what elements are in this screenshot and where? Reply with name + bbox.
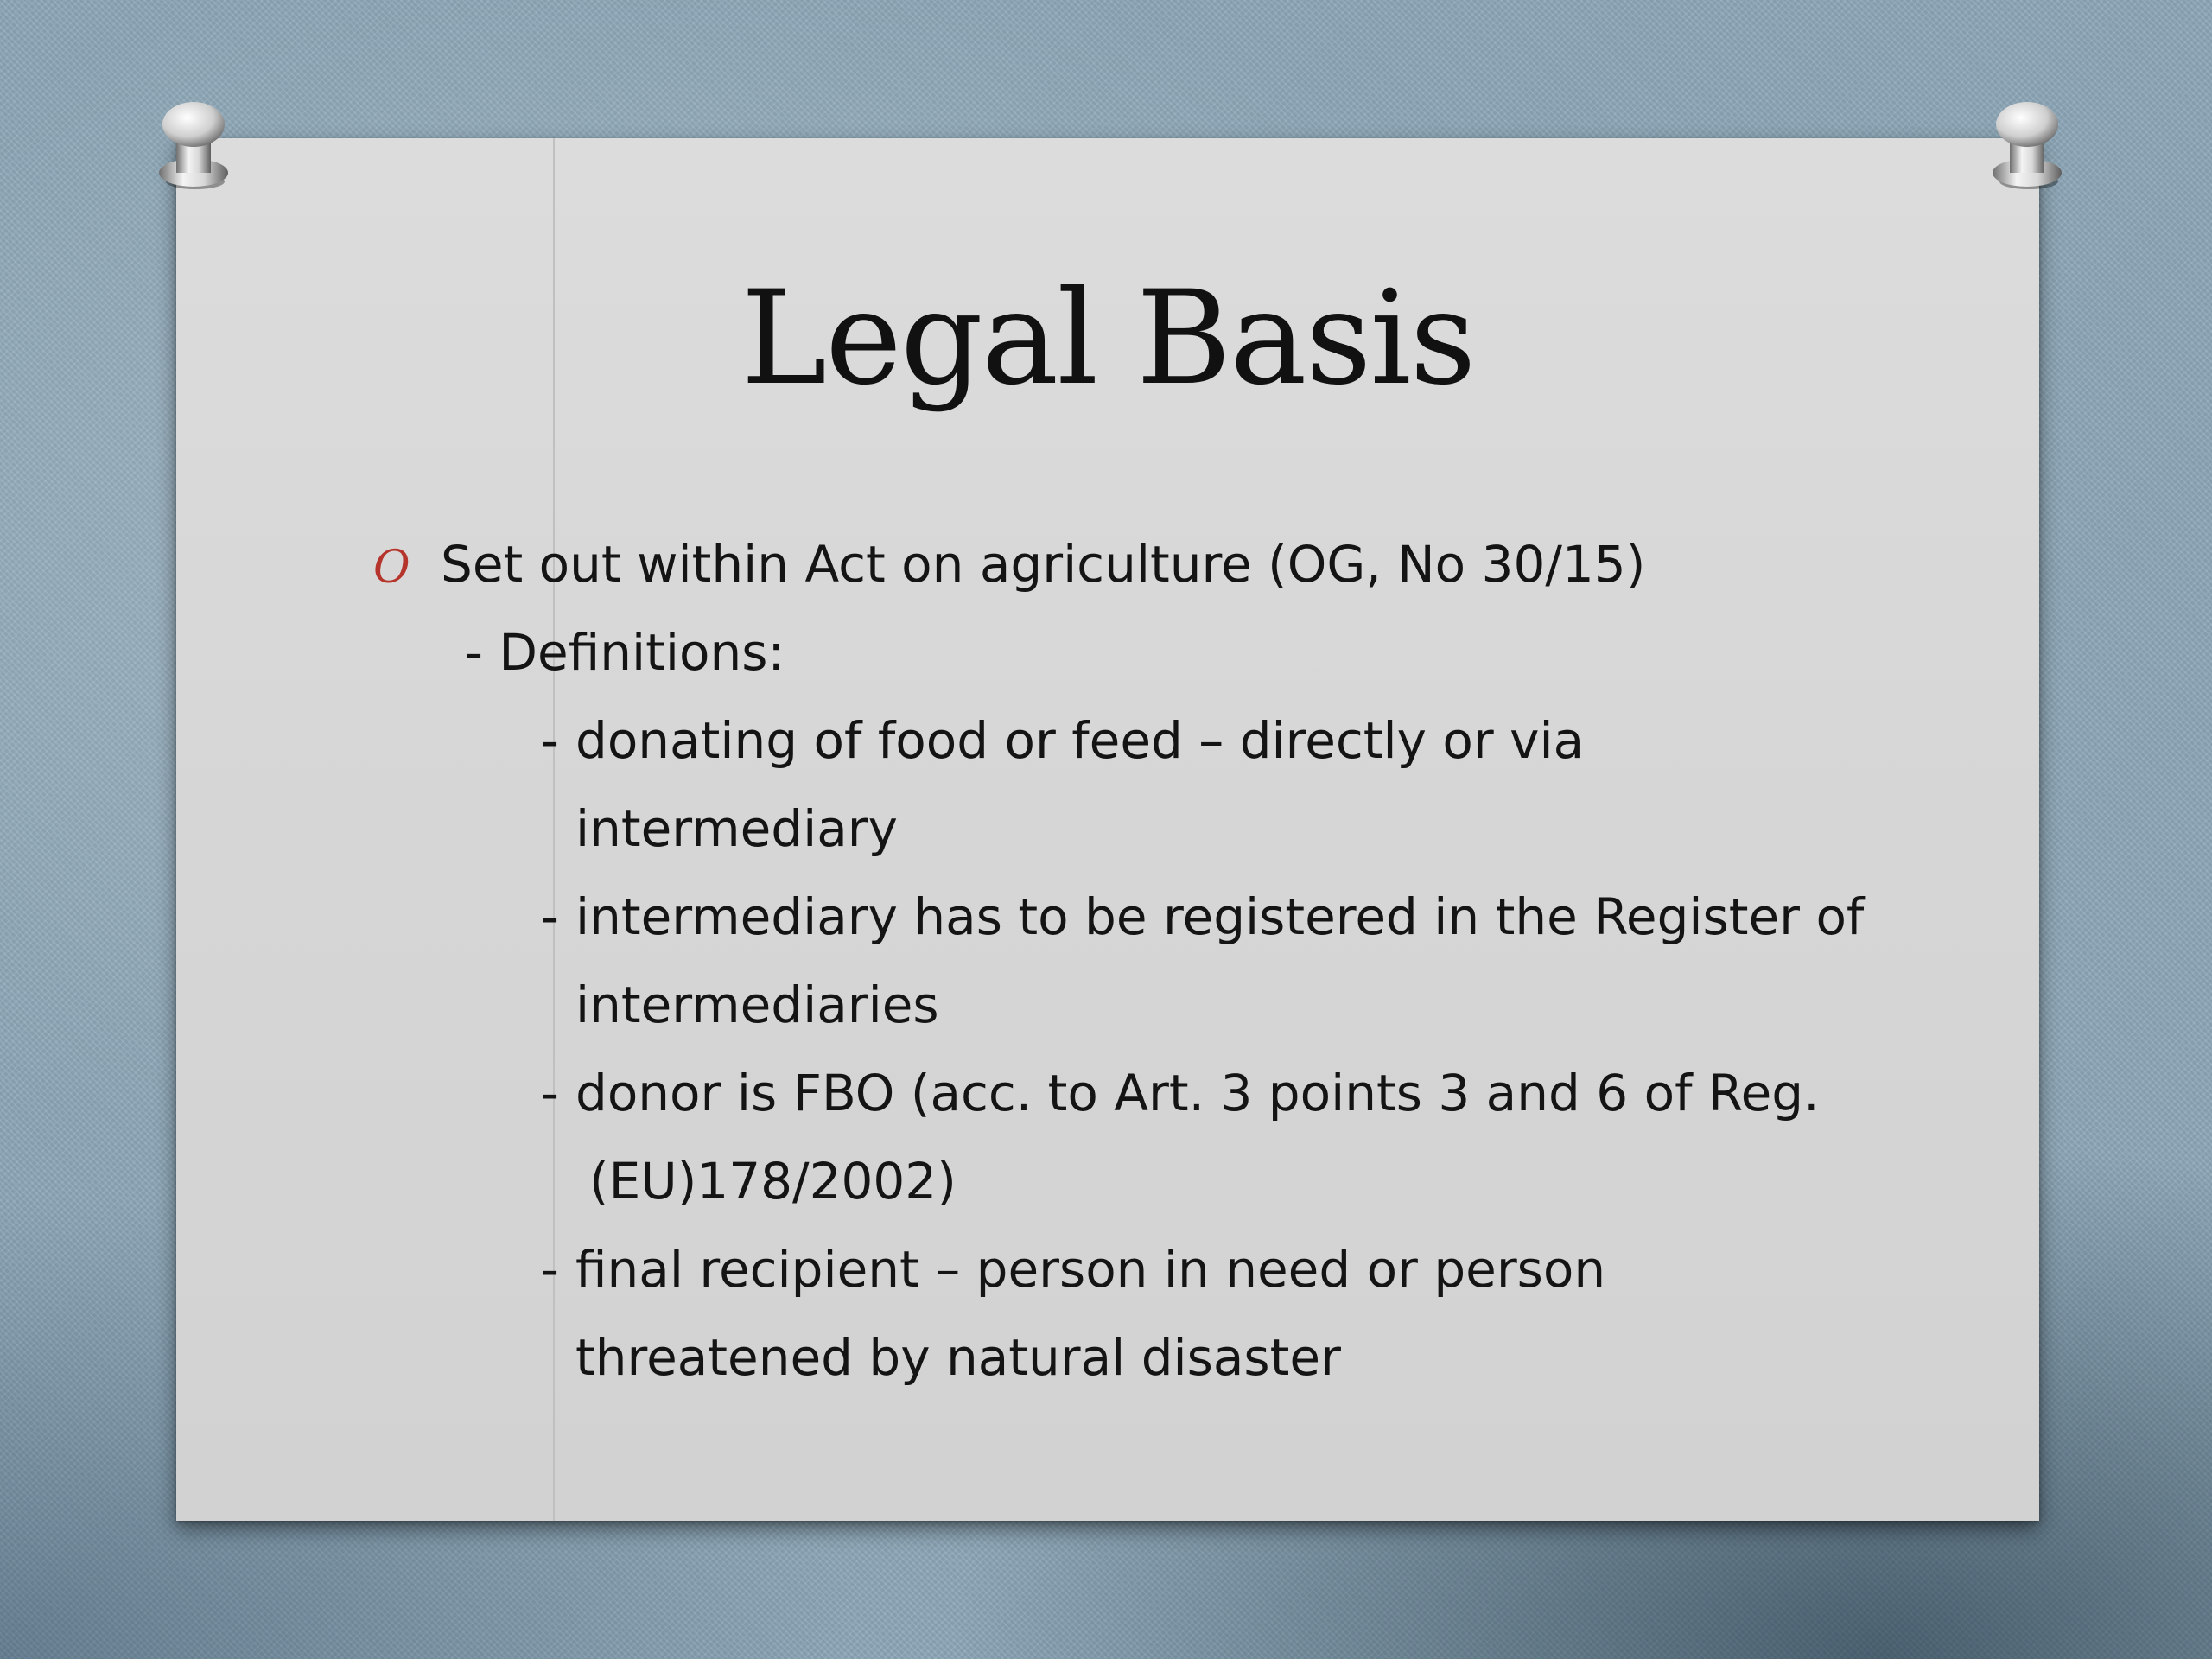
definition-dash: - [541,711,559,770]
sub-heading: - Definitions: [465,623,785,682]
definition-line: intermediary [575,799,898,858]
definition-line: intermediary has to be registered in the Register of [575,887,1865,946]
definition-dash: - [541,1240,559,1299]
definition-dash: - [541,1064,559,1122]
definition-line: intermediaries [575,976,939,1034]
slide-title: Legal Basis [741,264,1475,414]
bullet-text: Set out within Act on agriculture (OG, No 30/15) [441,535,1646,594]
definition-dash: - [541,887,559,946]
definition-line: donating of food or feed – directly or via [575,711,1585,770]
bullet-marker: O [373,542,410,594]
definition-line: (EU)178/2002) [589,1152,957,1211]
definition-line: final recipient – person in need or person [575,1240,1606,1299]
definition-line: donor is FBO (acc. to Art. 3 points 3 and 6 of Reg. [575,1064,1820,1122]
definition-line: threatened by natural disaster [575,1328,1341,1387]
